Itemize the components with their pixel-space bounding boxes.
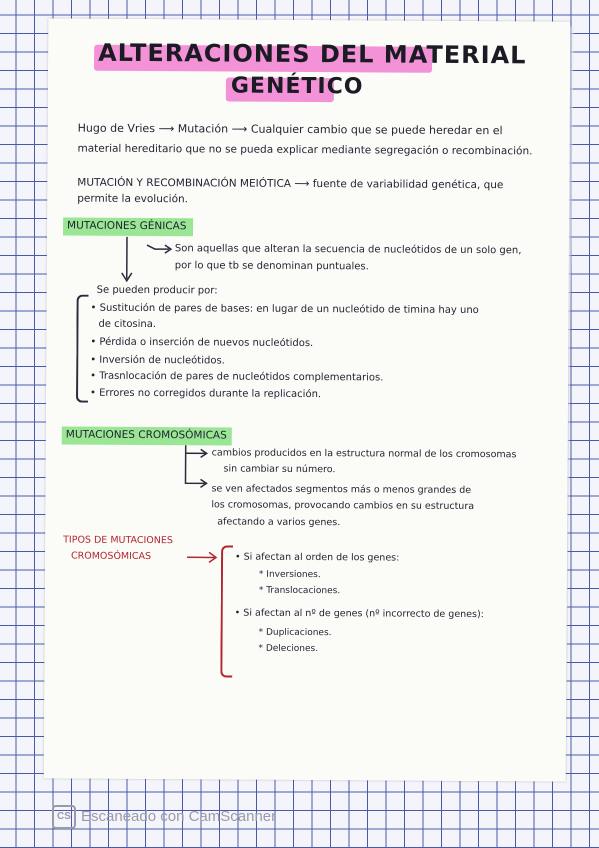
chromosomal-def2-line-2: los cromosomas, provocando cambios en su estructura — [211, 499, 475, 513]
title-line-1: ALTERACIONES DEL MATERIAL — [98, 38, 527, 70]
chromosomal-def1-line-1: cambios producidos en la estructura normal de los cromosomas — [211, 447, 517, 461]
arrow-icon: ⟶ — [294, 177, 310, 191]
types-order-heading: • Si afectan al orden de los genes: — [235, 551, 400, 564]
camscanner-logo-icon: CS — [52, 805, 76, 829]
genic-causes-intro: Se pueden producir por: — [96, 284, 218, 297]
types-number-heading: • Si afectan al nº de genes (nº incorrecto de genes): — [234, 607, 484, 621]
genic-cause-1: • Sustitución de pares de bases: en lugar de un nucleótido de timina hay uno — [90, 302, 479, 317]
genic-cause-2-text: Pérdida o inserción de nuevos nucleótidos. — [99, 336, 314, 350]
arrow-icon: ⟶ — [158, 122, 175, 136]
intro-author: Hugo de Vries — [77, 121, 156, 136]
genic-cause-2: • Pérdida o inserción de nuevos nucleótidos. — [90, 336, 314, 350]
variability-term: MUTACIÓN Y RECOMBINACIÓN MEIÓTICA — [77, 176, 292, 190]
genic-definition-line-1: Son aquellas que alteran la secuencia de nucleótidos de un solo gen, — [174, 243, 522, 257]
types-number-item-1-text: Duplicaciones. — [265, 627, 332, 639]
types-order-item-1-text: Inversiones. — [266, 569, 321, 581]
genic-cause-4-text: Trasnlocación de pares de nucleótidos complementarios. — [99, 370, 384, 384]
types-number-item-1: * Duplicaciones. — [258, 627, 332, 639]
intro-term: Mutación — [177, 122, 229, 136]
variability-rest: fuente de variabilidad genética, que — [312, 178, 504, 192]
types-label-line-1: TIPOS DE MUTACIONES — [63, 534, 173, 547]
scanner-watermark-text: Escaneado con CamScanner — [81, 807, 277, 825]
types-order-heading-text: Si afectan al orden de los genes: — [243, 551, 400, 564]
notebook-paper — [44, 18, 571, 781]
chromosomal-def2-line-3: afectando a varios genes. — [217, 516, 341, 529]
types-order-item-2-text: Translocaciones. — [266, 585, 341, 597]
genic-cause-5: • Errores no corregidos durante la replicación. — [90, 387, 322, 401]
types-arrow-icon — [185, 549, 225, 569]
types-order-item-1: * Inversiones. — [258, 569, 321, 581]
genic-cause-4: • Trasnlocación de pares de nucleótidos complementarios. — [90, 370, 384, 384]
types-number-item-2: * Deleciones. — [258, 643, 319, 655]
chromosomal-def2-line-1: se ven afectados segmentos más o menos grandes de — [211, 483, 472, 497]
variability-line-2: permite la evolución. — [77, 192, 189, 206]
genic-cause-3: • Inversión de nucleótidos. — [90, 354, 225, 367]
genic-brace — [76, 295, 89, 403]
types-brace — [220, 545, 233, 677]
arrow-icon: ⟶ — [231, 122, 248, 136]
scanner-watermark — [52, 805, 276, 829]
chromosomal-def1-line-2: sin cambiar su número. — [223, 463, 336, 476]
types-number-heading-text: Si afectan al nº de genes (nº incorrecto de genes): — [243, 607, 484, 621]
intro-line-1 — [78, 122, 503, 138]
title-line-2: GENÉTICO — [230, 73, 364, 100]
genic-cause-3-text: Inversión de nucleótidos. — [99, 354, 225, 367]
types-number-item-2-text: Deleciones. — [265, 643, 319, 655]
genic-heading: MUTACIONES GÉNICAS — [67, 219, 187, 233]
genic-definition-line-2: por lo que tb se denominan puntuales. — [174, 260, 369, 273]
chromosomal-heading: MUTACIONES CROMOSÓMICAS — [65, 428, 227, 442]
types-order-item-2: * Translocaciones. — [258, 585, 341, 597]
variability-line-1 — [77, 177, 503, 192]
genic-cause-1-text: Sustitución de pares de bases: en lugar de un nucleótido de timina hay uno — [99, 302, 479, 317]
chromosomal-arrows — [175, 443, 215, 493]
intro-rest: Cualquier cambio que se puede heredar en el — [250, 122, 503, 138]
genic-cause-1-cont: de citosina. — [98, 318, 157, 331]
types-label-line-2: CROMOSÓMICAS — [71, 550, 152, 563]
intro-line-2: material hereditario que no se pueda explicar mediante segregación o recombinación. — [77, 142, 533, 158]
genic-cause-5-text: Errores no corregidos durante la replicación. — [99, 387, 322, 401]
